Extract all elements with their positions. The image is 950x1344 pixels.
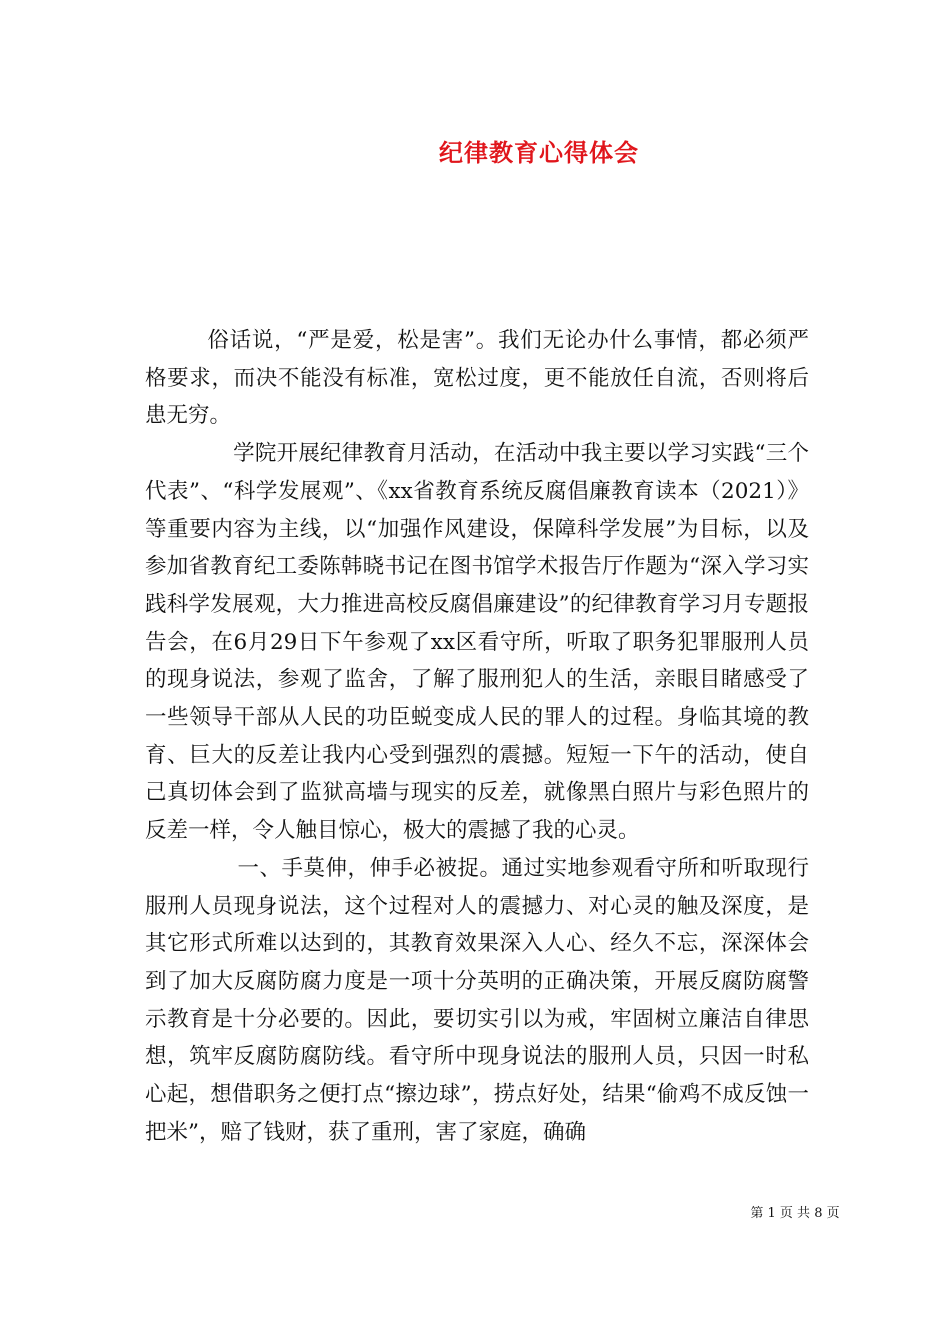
document-title: 纪律教育心得体会 [439, 139, 639, 167]
document-body [145, 322, 809, 1151]
paragraph-2: 学院开展纪律教育月活动，在活动中我主要以学习实践“三个代表”、“科学发展观”、《xx省教育系统反腐倡廉教育读本（2021）》等重要内容为主线，以“加强作风建设，保障科学发展”为目标，以及参加省教育纪工委陈韩晓书记在图书馆学术报告厅作题为“深入学习实践科学发展观，大力推进高校反腐倡廉建设”的纪律教育学习月专题报告会，在6月29日下午参观了xx区看守所，听取了职务犯罪服刑人员的现身说法，参观了监舍，了解了服刑犯人的生活，亲眼目睹感受了一些领导干部从人民的功臣蜕变成人民的罪人的过程。身临其境的教育、巨大的反差让我内心受到强烈的震撼。短短一下午的活动，使自己真切体会到了监狱高墙与现实的反差，就像黑白照片与彩色照片的反差一样，令人触目惊心，极大的震撼了我的心灵。 [145, 441, 809, 844]
page-number-footer: 第 1 页 共 8 页 [750, 1206, 840, 1221]
paragraph-3: 一、手莫伸，伸手必被捉。通过实地参观看守所和听取现行服刑人员现身说法，这个过程对人的震撼力、对心灵的触及深度，是其它形式所难以达到的，其教育效果深入人心、经久不忘，深深体会到了加大反腐防腐力度是一项十分英明的正确决策，开展反腐防腐警示教育是十分必要的。因此，要切实引以为戒，牢固树立廉洁自律思想，筑牢反腐防腐防线。看守所中现身说法的服刑人员，只因一时私心起，想借职务之便打点“擦边球”，捞点好处，结果“偷鸡不成反蚀一把米”，赔了钱财，获了重刑，害了家庭，确确 [145, 855, 809, 1145]
paragraph-1: 俗话说，“严是爱，松是害”。我们无论办什么事情，都必须严格要求，而决不能没有标准，宽松过度，更不能放任自流，否则将后患无穷。 [145, 328, 809, 429]
